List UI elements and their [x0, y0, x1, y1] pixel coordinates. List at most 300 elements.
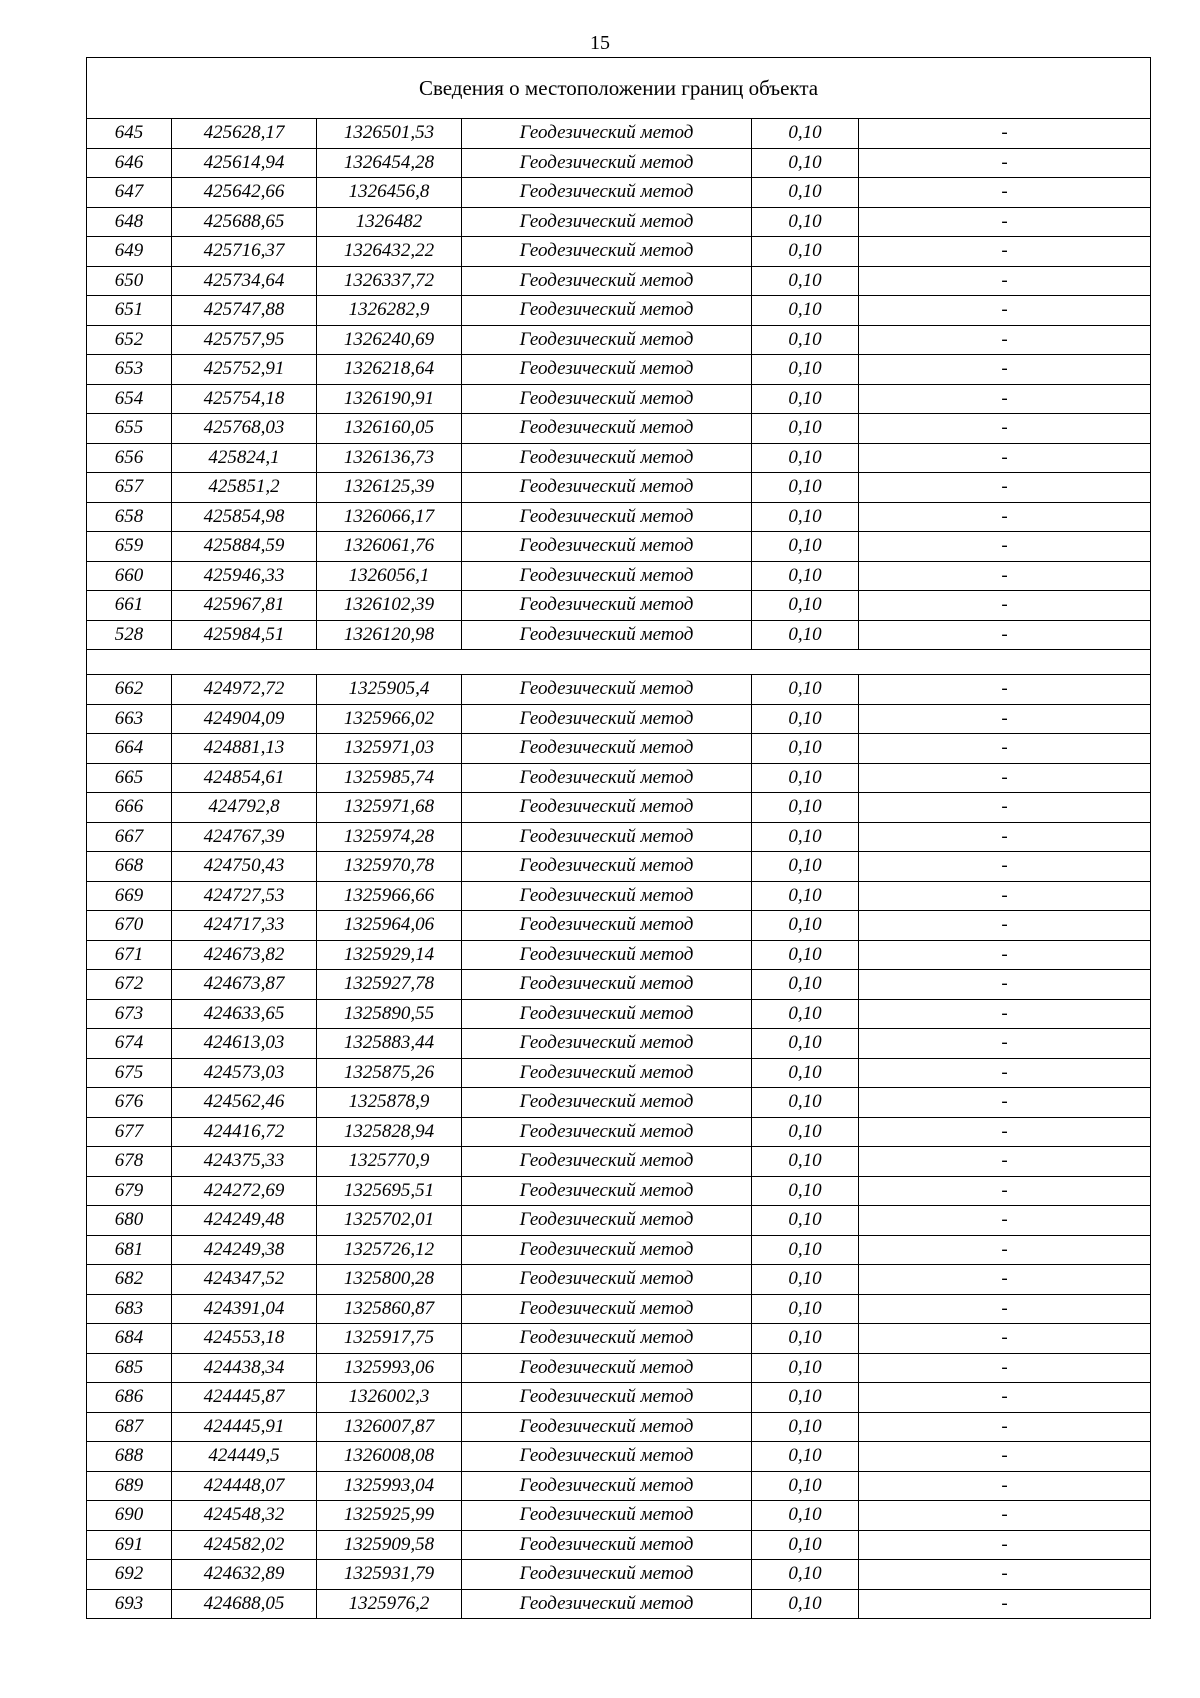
accuracy-cell: 0,10: [752, 822, 859, 852]
accuracy-cell: 0,10: [752, 704, 859, 734]
point-number-cell: 662: [87, 675, 172, 705]
description-cell: -: [859, 325, 1151, 355]
x-coordinate-cell: 424632,89: [172, 1560, 317, 1590]
accuracy-cell: 0,10: [752, 999, 859, 1029]
x-coordinate-cell: 424445,87: [172, 1383, 317, 1413]
y-coordinate-cell: 1325964,06: [317, 911, 462, 941]
x-coordinate-cell: 424613,03: [172, 1029, 317, 1059]
x-coordinate-cell: 424573,03: [172, 1058, 317, 1088]
x-coordinate-cell: 424347,52: [172, 1265, 317, 1295]
point-number-cell: 670: [87, 911, 172, 941]
y-coordinate-cell: 1325800,28: [317, 1265, 462, 1295]
y-coordinate-cell: 1326007,87: [317, 1412, 462, 1442]
description-cell: -: [859, 384, 1151, 414]
determination-method-cell: Геодезический метод: [462, 1235, 752, 1265]
y-coordinate-cell: 1325974,28: [317, 822, 462, 852]
description-cell: -: [859, 1324, 1151, 1354]
accuracy-cell: 0,10: [752, 970, 859, 1000]
x-coordinate-cell: 424562,46: [172, 1088, 317, 1118]
x-coordinate-cell: 424972,72: [172, 675, 317, 705]
separator-cell: [87, 650, 1151, 675]
determination-method-cell: Геодезический метод: [462, 940, 752, 970]
table-row: [87, 266, 1151, 296]
x-coordinate-cell: 424582,02: [172, 1530, 317, 1560]
description-cell: -: [859, 1206, 1151, 1236]
point-number-cell: 663: [87, 704, 172, 734]
y-coordinate-cell: 1325971,68: [317, 793, 462, 823]
x-coordinate-cell: 425768,03: [172, 414, 317, 444]
x-coordinate-cell: 425688,65: [172, 207, 317, 237]
x-coordinate-cell: 425851,2: [172, 473, 317, 503]
x-coordinate-cell: 425884,59: [172, 532, 317, 562]
y-coordinate-cell: 1326482: [317, 207, 462, 237]
point-number-cell: 654: [87, 384, 172, 414]
table-row: [87, 355, 1151, 385]
determination-method-cell: Геодезический метод: [462, 178, 752, 208]
table-row: [87, 1088, 1151, 1118]
accuracy-cell: 0,10: [752, 414, 859, 444]
table-row: [87, 675, 1151, 705]
table-row: [87, 763, 1151, 793]
table-row: [87, 1442, 1151, 1472]
determination-method-cell: Геодезический метод: [462, 207, 752, 237]
table-row: [87, 999, 1151, 1029]
determination-method-cell: Геодезический метод: [462, 822, 752, 852]
table-row: [87, 1176, 1151, 1206]
accuracy-cell: 0,10: [752, 591, 859, 621]
description-cell: -: [859, 1088, 1151, 1118]
determination-method-cell: Геодезический метод: [462, 532, 752, 562]
accuracy-cell: 0,10: [752, 1501, 859, 1531]
x-coordinate-cell: 425716,37: [172, 237, 317, 267]
x-coordinate-cell: 424792,8: [172, 793, 317, 823]
x-coordinate-cell: 424904,09: [172, 704, 317, 734]
point-number-cell: 683: [87, 1294, 172, 1324]
accuracy-cell: 0,10: [752, 911, 859, 941]
table-row: [87, 325, 1151, 355]
accuracy-cell: 0,10: [752, 881, 859, 911]
y-coordinate-cell: 1325909,58: [317, 1530, 462, 1560]
description-cell: -: [859, 999, 1151, 1029]
point-number-cell: 687: [87, 1412, 172, 1442]
table-row: [87, 296, 1151, 326]
point-number-cell: 645: [87, 119, 172, 149]
determination-method-cell: Геодезический метод: [462, 852, 752, 882]
point-number-cell: 667: [87, 822, 172, 852]
determination-method-cell: Геодезический метод: [462, 734, 752, 764]
table-row: [87, 911, 1151, 941]
table-row: [87, 1058, 1151, 1088]
accuracy-cell: 0,10: [752, 1530, 859, 1560]
accuracy-cell: 0,10: [752, 325, 859, 355]
y-coordinate-cell: 1326218,64: [317, 355, 462, 385]
x-coordinate-cell: 425642,66: [172, 178, 317, 208]
determination-method-cell: Геодезический метод: [462, 1471, 752, 1501]
description-cell: -: [859, 296, 1151, 326]
x-coordinate-cell: 425752,91: [172, 355, 317, 385]
description-cell: -: [859, 591, 1151, 621]
table-row: [87, 1029, 1151, 1059]
x-coordinate-cell: 424438,34: [172, 1353, 317, 1383]
point-number-cell: 656: [87, 443, 172, 473]
y-coordinate-cell: 1325726,12: [317, 1235, 462, 1265]
y-coordinate-cell: 1326125,39: [317, 473, 462, 503]
y-coordinate-cell: 1325966,66: [317, 881, 462, 911]
boundary-coordinates-table: [86, 57, 1151, 1619]
accuracy-cell: 0,10: [752, 296, 859, 326]
description-cell: -: [859, 881, 1151, 911]
determination-method-cell: Геодезический метод: [462, 1501, 752, 1531]
accuracy-cell: 0,10: [752, 620, 859, 650]
description-cell: -: [859, 266, 1151, 296]
point-number-cell: 671: [87, 940, 172, 970]
x-coordinate-cell: 424854,61: [172, 763, 317, 793]
description-cell: -: [859, 1058, 1151, 1088]
contour-separator-row: [87, 650, 1151, 675]
table-row: [87, 620, 1151, 650]
table-row: [87, 1235, 1151, 1265]
accuracy-cell: 0,10: [752, 1147, 859, 1177]
table-title: Сведения о местоположении границ объекта: [87, 58, 1151, 119]
y-coordinate-cell: 1326501,53: [317, 119, 462, 149]
determination-method-cell: Геодезический метод: [462, 1589, 752, 1619]
accuracy-cell: 0,10: [752, 355, 859, 385]
accuracy-cell: 0,10: [752, 178, 859, 208]
description-cell: -: [859, 1383, 1151, 1413]
x-coordinate-cell: 425754,18: [172, 384, 317, 414]
accuracy-cell: 0,10: [752, 1117, 859, 1147]
accuracy-cell: 0,10: [752, 443, 859, 473]
table-body: [87, 58, 1151, 1619]
accuracy-cell: 0,10: [752, 763, 859, 793]
x-coordinate-cell: 424717,33: [172, 911, 317, 941]
y-coordinate-cell: 1326061,76: [317, 532, 462, 562]
accuracy-cell: 0,10: [752, 266, 859, 296]
determination-method-cell: Геодезический метод: [462, 704, 752, 734]
point-number-cell: 647: [87, 178, 172, 208]
point-number-cell: 692: [87, 1560, 172, 1590]
description-cell: -: [859, 793, 1151, 823]
description-cell: -: [859, 414, 1151, 444]
determination-method-cell: Геодезический метод: [462, 502, 752, 532]
description-cell: -: [859, 1147, 1151, 1177]
accuracy-cell: 0,10: [752, 940, 859, 970]
point-number-cell: 661: [87, 591, 172, 621]
x-coordinate-cell: 424633,65: [172, 999, 317, 1029]
point-number-cell: 685: [87, 1353, 172, 1383]
point-number-cell: 689: [87, 1471, 172, 1501]
table-row: [87, 1147, 1151, 1177]
point-number-cell: 664: [87, 734, 172, 764]
table-row: [87, 443, 1151, 473]
y-coordinate-cell: 1325890,55: [317, 999, 462, 1029]
y-coordinate-cell: 1325985,74: [317, 763, 462, 793]
point-number-cell: 680: [87, 1206, 172, 1236]
y-coordinate-cell: 1325702,01: [317, 1206, 462, 1236]
table-title-row: [87, 58, 1151, 119]
point-number-cell: 674: [87, 1029, 172, 1059]
x-coordinate-cell: 424727,53: [172, 881, 317, 911]
y-coordinate-cell: 1325927,78: [317, 970, 462, 1000]
determination-method-cell: Геодезический метод: [462, 414, 752, 444]
description-cell: -: [859, 1471, 1151, 1501]
y-coordinate-cell: 1326066,17: [317, 502, 462, 532]
description-cell: -: [859, 207, 1151, 237]
determination-method-cell: Геодезический метод: [462, 1324, 752, 1354]
determination-method-cell: Геодезический метод: [462, 473, 752, 503]
point-number-cell: 652: [87, 325, 172, 355]
point-number-cell: 528: [87, 620, 172, 650]
x-coordinate-cell: 424375,33: [172, 1147, 317, 1177]
x-coordinate-cell: 425984,51: [172, 620, 317, 650]
point-number-cell: 655: [87, 414, 172, 444]
determination-method-cell: Геодезический метод: [462, 1088, 752, 1118]
determination-method-cell: Геодезический метод: [462, 1265, 752, 1295]
x-coordinate-cell: 425757,95: [172, 325, 317, 355]
description-cell: -: [859, 704, 1151, 734]
table-row: [87, 881, 1151, 911]
description-cell: -: [859, 940, 1151, 970]
table-row: [87, 734, 1151, 764]
y-coordinate-cell: 1325883,44: [317, 1029, 462, 1059]
description-cell: -: [859, 970, 1151, 1000]
y-coordinate-cell: 1325993,04: [317, 1471, 462, 1501]
determination-method-cell: Геодезический метод: [462, 1560, 752, 1590]
y-coordinate-cell: 1325695,51: [317, 1176, 462, 1206]
table-row: [87, 473, 1151, 503]
x-coordinate-cell: 424391,04: [172, 1294, 317, 1324]
table-row: [87, 148, 1151, 178]
x-coordinate-cell: 424416,72: [172, 1117, 317, 1147]
point-number-cell: 646: [87, 148, 172, 178]
description-cell: -: [859, 443, 1151, 473]
determination-method-cell: Геодезический метод: [462, 591, 752, 621]
determination-method-cell: Геодезический метод: [462, 970, 752, 1000]
point-number-cell: 675: [87, 1058, 172, 1088]
x-coordinate-cell: 424767,39: [172, 822, 317, 852]
accuracy-cell: 0,10: [752, 473, 859, 503]
point-number-cell: 676: [87, 1088, 172, 1118]
y-coordinate-cell: 1326454,28: [317, 148, 462, 178]
accuracy-cell: 0,10: [752, 1383, 859, 1413]
y-coordinate-cell: 1325971,03: [317, 734, 462, 764]
point-number-cell: 677: [87, 1117, 172, 1147]
point-number-cell: 672: [87, 970, 172, 1000]
accuracy-cell: 0,10: [752, 1560, 859, 1590]
table-row: [87, 1383, 1151, 1413]
x-coordinate-cell: 424881,13: [172, 734, 317, 764]
description-cell: -: [859, 675, 1151, 705]
determination-method-cell: Геодезический метод: [462, 1206, 752, 1236]
table-row: [87, 178, 1151, 208]
determination-method-cell: Геодезический метод: [462, 237, 752, 267]
determination-method-cell: Геодезический метод: [462, 1353, 752, 1383]
determination-method-cell: Геодезический метод: [462, 675, 752, 705]
y-coordinate-cell: 1325828,94: [317, 1117, 462, 1147]
point-number-cell: 682: [87, 1265, 172, 1295]
accuracy-cell: 0,10: [752, 1471, 859, 1501]
y-coordinate-cell: 1325875,26: [317, 1058, 462, 1088]
y-coordinate-cell: 1326432,22: [317, 237, 462, 267]
point-number-cell: 657: [87, 473, 172, 503]
y-coordinate-cell: 1325929,14: [317, 940, 462, 970]
table-row: [87, 970, 1151, 1000]
point-number-cell: 686: [87, 1383, 172, 1413]
accuracy-cell: 0,10: [752, 1058, 859, 1088]
determination-method-cell: Геодезический метод: [462, 999, 752, 1029]
table-row: [87, 1530, 1151, 1560]
description-cell: -: [859, 119, 1151, 149]
determination-method-cell: Геодезический метод: [462, 1058, 752, 1088]
description-cell: -: [859, 355, 1151, 385]
point-number-cell: 649: [87, 237, 172, 267]
accuracy-cell: 0,10: [752, 1412, 859, 1442]
accuracy-cell: 0,10: [752, 793, 859, 823]
description-cell: -: [859, 1294, 1151, 1324]
description-cell: -: [859, 1117, 1151, 1147]
table-row: [87, 1117, 1151, 1147]
point-number-cell: 651: [87, 296, 172, 326]
table-row: [87, 1324, 1151, 1354]
y-coordinate-cell: 1326190,91: [317, 384, 462, 414]
x-coordinate-cell: 425734,64: [172, 266, 317, 296]
table-row: [87, 1501, 1151, 1531]
point-number-cell: 673: [87, 999, 172, 1029]
description-cell: -: [859, 734, 1151, 764]
accuracy-cell: 0,10: [752, 734, 859, 764]
page-number: 15: [590, 32, 610, 54]
table-row: [87, 502, 1151, 532]
point-number-cell: 660: [87, 561, 172, 591]
x-coordinate-cell: 424688,05: [172, 1589, 317, 1619]
determination-method-cell: Геодезический метод: [462, 1383, 752, 1413]
determination-method-cell: Геодезический метод: [462, 1294, 752, 1324]
x-coordinate-cell: 425614,94: [172, 148, 317, 178]
table-row: [87, 414, 1151, 444]
x-coordinate-cell: 424553,18: [172, 1324, 317, 1354]
point-number-cell: 669: [87, 881, 172, 911]
accuracy-cell: 0,10: [752, 561, 859, 591]
point-number-cell: 665: [87, 763, 172, 793]
table-row: [87, 822, 1151, 852]
description-cell: -: [859, 822, 1151, 852]
determination-method-cell: Геодезический метод: [462, 296, 752, 326]
determination-method-cell: Геодезический метод: [462, 763, 752, 793]
table-row: [87, 1471, 1151, 1501]
description-cell: -: [859, 561, 1151, 591]
point-number-cell: 653: [87, 355, 172, 385]
accuracy-cell: 0,10: [752, 502, 859, 532]
point-number-cell: 691: [87, 1530, 172, 1560]
determination-method-cell: Геодезический метод: [462, 1029, 752, 1059]
accuracy-cell: 0,10: [752, 1176, 859, 1206]
description-cell: -: [859, 473, 1151, 503]
y-coordinate-cell: 1325966,02: [317, 704, 462, 734]
description-cell: -: [859, 1560, 1151, 1590]
x-coordinate-cell: 424445,91: [172, 1412, 317, 1442]
y-coordinate-cell: 1325770,9: [317, 1147, 462, 1177]
y-coordinate-cell: 1325878,9: [317, 1088, 462, 1118]
point-number-cell: 679: [87, 1176, 172, 1206]
y-coordinate-cell: 1325970,78: [317, 852, 462, 882]
accuracy-cell: 0,10: [752, 1265, 859, 1295]
x-coordinate-cell: 425946,33: [172, 561, 317, 591]
point-number-cell: 681: [87, 1235, 172, 1265]
point-number-cell: 693: [87, 1589, 172, 1619]
description-cell: -: [859, 763, 1151, 793]
accuracy-cell: 0,10: [752, 675, 859, 705]
point-number-cell: 666: [87, 793, 172, 823]
accuracy-cell: 0,10: [752, 532, 859, 562]
description-cell: -: [859, 1530, 1151, 1560]
x-coordinate-cell: 425854,98: [172, 502, 317, 532]
x-coordinate-cell: 424249,38: [172, 1235, 317, 1265]
table-row: [87, 1206, 1151, 1236]
determination-method-cell: Геодезический метод: [462, 355, 752, 385]
x-coordinate-cell: 425747,88: [172, 296, 317, 326]
table-row: [87, 1412, 1151, 1442]
point-number-cell: 659: [87, 532, 172, 562]
table-row: [87, 1294, 1151, 1324]
accuracy-cell: 0,10: [752, 1589, 859, 1619]
x-coordinate-cell: 424448,07: [172, 1471, 317, 1501]
point-number-cell: 648: [87, 207, 172, 237]
determination-method-cell: Геодезический метод: [462, 911, 752, 941]
point-number-cell: 658: [87, 502, 172, 532]
determination-method-cell: Геодезический метод: [462, 119, 752, 149]
y-coordinate-cell: 1325993,06: [317, 1353, 462, 1383]
description-cell: -: [859, 1353, 1151, 1383]
table-row: [87, 1589, 1151, 1619]
y-coordinate-cell: 1326136,73: [317, 443, 462, 473]
description-cell: -: [859, 237, 1151, 267]
accuracy-cell: 0,10: [752, 207, 859, 237]
y-coordinate-cell: 1326337,72: [317, 266, 462, 296]
accuracy-cell: 0,10: [752, 1029, 859, 1059]
table-row: [87, 704, 1151, 734]
description-cell: -: [859, 1412, 1151, 1442]
table-row: [87, 119, 1151, 149]
accuracy-cell: 0,10: [752, 852, 859, 882]
description-cell: -: [859, 148, 1151, 178]
determination-method-cell: Геодезический метод: [462, 1412, 752, 1442]
y-coordinate-cell: 1325860,87: [317, 1294, 462, 1324]
determination-method-cell: Геодезический метод: [462, 325, 752, 355]
determination-method-cell: Геодезический метод: [462, 881, 752, 911]
description-cell: -: [859, 620, 1151, 650]
table-row: [87, 940, 1151, 970]
accuracy-cell: 0,10: [752, 1235, 859, 1265]
x-coordinate-cell: 424548,32: [172, 1501, 317, 1531]
description-cell: -: [859, 911, 1151, 941]
point-number-cell: 688: [87, 1442, 172, 1472]
description-cell: -: [859, 852, 1151, 882]
accuracy-cell: 0,10: [752, 1324, 859, 1354]
table-row: [87, 237, 1151, 267]
table-row: [87, 793, 1151, 823]
y-coordinate-cell: 1325905,4: [317, 675, 462, 705]
accuracy-cell: 0,10: [752, 384, 859, 414]
y-coordinate-cell: 1325925,99: [317, 1501, 462, 1531]
y-coordinate-cell: 1326160,05: [317, 414, 462, 444]
y-coordinate-cell: 1326008,08: [317, 1442, 462, 1472]
determination-method-cell: Геодезический метод: [462, 148, 752, 178]
point-number-cell: 668: [87, 852, 172, 882]
accuracy-cell: 0,10: [752, 1206, 859, 1236]
description-cell: -: [859, 1589, 1151, 1619]
determination-method-cell: Геодезический метод: [462, 384, 752, 414]
accuracy-cell: 0,10: [752, 1353, 859, 1383]
